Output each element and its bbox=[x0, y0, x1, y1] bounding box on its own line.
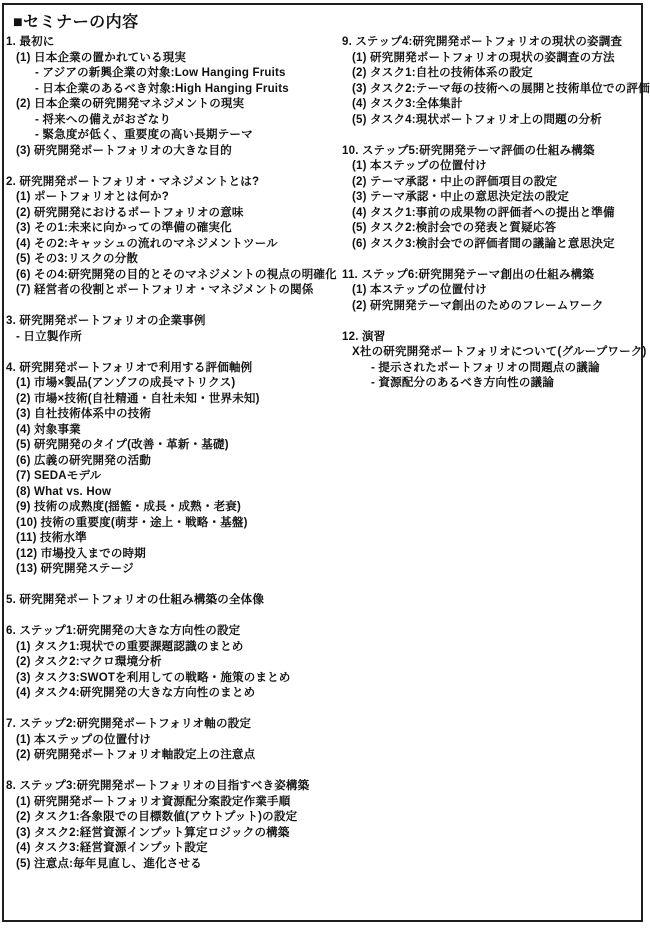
outline-line: (1) 研究開発ポートフォリオの現状の姿調査の方法 bbox=[352, 51, 615, 64]
outline-line: (6) その4:研究開発の目的とそのマネジメントの視点の明確化 bbox=[16, 268, 337, 281]
outline-line: (3) タスク2:経営資源インプット算定ロジックの構築 bbox=[16, 826, 290, 839]
outline-line: (1) 本ステップの位置付け bbox=[352, 284, 487, 296]
outline-line: 2. 研究開発ポートフォリオ・マネジメントとは? bbox=[6, 175, 260, 188]
outline-line: - 提示されたポートフォリオの問題点の議論 bbox=[371, 361, 600, 374]
outline-section bbox=[342, 144, 645, 253]
outline-line: (2) 研究開発ポートフォリオ軸設定上の注意点 bbox=[16, 749, 256, 761]
outline-line: 12. 演習 bbox=[342, 330, 386, 343]
outline-line: (4) 対象事業 bbox=[16, 423, 81, 436]
outline-line: (7) SEDAモデル bbox=[16, 470, 102, 482]
outline-line: (11) 技術水準 bbox=[16, 532, 87, 544]
outline-line: - 将来への備えがおざなり bbox=[35, 113, 172, 126]
outline-line: (12) 市場投入までの時期 bbox=[16, 547, 146, 560]
outline-line: (5) 研究開発のタイプ(改善・革新・基礎) bbox=[16, 439, 229, 451]
outline-section bbox=[342, 268, 645, 315]
outline-line: (6) 広義の研究開発の活動 bbox=[16, 454, 152, 467]
outline-section bbox=[6, 314, 339, 345]
outline-line: (10) 技術の重要度(萌芽・途上・戦略・基盤) bbox=[16, 516, 248, 529]
outline-line: 4. 研究開発ポートフォリオで利用する評価軸例 bbox=[6, 361, 253, 374]
outline-line: 8. ステップ3:研究開発ポートフォリオの目指すべき姿構築 bbox=[6, 780, 310, 792]
outline-section bbox=[342, 330, 645, 392]
outline-line: (2) 研究開発におけるポートフォリオの意味 bbox=[16, 206, 244, 219]
outline-line: (4) タスク1:事前の成果物の評価者への提出と準備 bbox=[352, 206, 615, 219]
outline-line: 5. 研究開発ポートフォリオの仕組み構築の全体像 bbox=[6, 594, 265, 606]
outline-line: (2) タスク1:自社の技術体系の設定 bbox=[352, 67, 533, 79]
outline-section bbox=[342, 35, 650, 128]
outline-line: (13) 研究開発ステージ bbox=[16, 563, 134, 575]
outline-line: (4) タスク4:研究開発の大きな方向性のまとめ bbox=[16, 687, 256, 699]
outline-line: (4) タスク3:経営資源インプット設定 bbox=[16, 842, 208, 854]
outline-line: (4) タスク3:全体集計 bbox=[352, 98, 463, 110]
outline-line: (5) タスク2:検討会での発表と質疑応答 bbox=[352, 222, 557, 234]
outline-line: - 日本企業のあるべき対象:High Hanging Fruits bbox=[35, 82, 289, 95]
outline-section bbox=[6, 624, 339, 702]
outline-line: (8) What vs. How bbox=[16, 485, 112, 498]
outline-column-right bbox=[342, 35, 650, 392]
outline-line: - 緊急度が低く、重要度の高い長期テーマ bbox=[35, 129, 253, 141]
outline-line: (1) ポートフォリオとは何か? bbox=[16, 191, 169, 203]
outline-section bbox=[6, 175, 339, 299]
outline-line: 1. 最初に bbox=[6, 36, 55, 48]
outline-line: (1) 研究開発ポートフォリオ資源配分案設定作業手順 bbox=[16, 795, 291, 808]
outline-line: 7. ステップ2:研究開発ポートフォリオ軸の設定 bbox=[6, 718, 252, 730]
outline-line: (1) タスク1:現状での重要課題認識のまとめ bbox=[16, 640, 244, 653]
outline-line: (5) タスク4:現状ポートフォリオ上の問題の分析 bbox=[352, 113, 602, 126]
outline-line: (1) 市場×製品(アンゾフの成長マトリクス) bbox=[16, 377, 236, 389]
outline-section bbox=[6, 779, 339, 872]
outline-section bbox=[6, 361, 339, 578]
outline-line: (6) タスク3:検討会での評価者間の議論と意思決定 bbox=[352, 237, 615, 250]
outline-line: (2) テーマ承認・中止の評価項目の設定 bbox=[352, 175, 558, 188]
outline-line: (3) テーマ承認・中止の意思決定法の設定 bbox=[352, 191, 569, 203]
outline-line: 9. ステップ4:研究開発ポートフォリオの現状の姿調査 bbox=[342, 36, 623, 48]
outline-line: (2) 市場×技術(自社精通・自社未知・世界未知) bbox=[16, 392, 260, 405]
outline-line: (3) 自社技術体系中の技術 bbox=[16, 408, 152, 420]
outline-line: X社の研究開発ポートフォリオについて(グループワーク) bbox=[352, 346, 647, 358]
outline-line: (3) タスク3:SWOTを利用しての戦略・施策のまとめ bbox=[16, 671, 291, 684]
outline-line: (3) タスク2:テーマ毎の技術への展開と技術単位での評価 bbox=[352, 82, 650, 95]
outline-line: - 日立製作所 bbox=[16, 330, 82, 343]
outline-line: (1) 本ステップの位置付け bbox=[16, 733, 151, 746]
outline-section bbox=[6, 593, 339, 609]
outline-line: (4) その2:キャッシュの流れのマネジメントツール bbox=[16, 237, 278, 250]
outline-line: 3. 研究開発ポートフォリオの企業事例 bbox=[6, 315, 206, 327]
outline-line: (2) 研究開発テーマ創出のためのフレームワーク bbox=[352, 299, 604, 312]
outline-line: (9) 技術の成熟度(揺籃・成長・成熟・老衰) bbox=[16, 501, 242, 513]
outline-line: (1) 本ステップの位置付け bbox=[352, 160, 487, 172]
page-title: ■セミナーの内容 bbox=[13, 14, 139, 31]
outline-line: (2) 日本企業の研究開発マネジメントの現実 bbox=[16, 98, 245, 110]
outline-section bbox=[6, 35, 339, 159]
outline-line: (5) 注意点:毎年見直し、進化させる bbox=[16, 857, 202, 870]
outline-line: (2) タスク1:各象限での目標数値(アウトプット)の設定 bbox=[16, 811, 298, 823]
outline-line: (3) 研究開発ポートフォリオの大きな目的 bbox=[16, 144, 232, 157]
outline-line: (1) 日本企業の置かれている現実 bbox=[16, 51, 187, 64]
outline-line: (5) その3:リスクの分散 bbox=[16, 253, 139, 265]
outline-line: - 資源配分のあるべき方向性の議論 bbox=[371, 377, 554, 389]
outline-line: 6. ステップ1:研究開発の大きな方向性の設定 bbox=[6, 625, 241, 637]
outline-line: 11. ステップ6:研究開発テーマ創出の仕組み構築 bbox=[342, 268, 595, 281]
outline-line: (2) タスク2:マクロ環境分析 bbox=[16, 656, 162, 668]
outline-section bbox=[6, 717, 339, 764]
outline-column-left bbox=[6, 35, 339, 872]
outline-line: 10. ステップ5:研究開発テーマ評価の仕組み構築 bbox=[342, 144, 595, 157]
outline-line: - アジアの新興企業の対象:Low Hanging Fruits bbox=[35, 67, 286, 79]
outline-line: (3) その1:未来に向かっての準備の確実化 bbox=[16, 222, 232, 234]
outline-line: (7) 経営者の役割とポートフォリオ・マネジメントの関係 bbox=[16, 284, 314, 296]
